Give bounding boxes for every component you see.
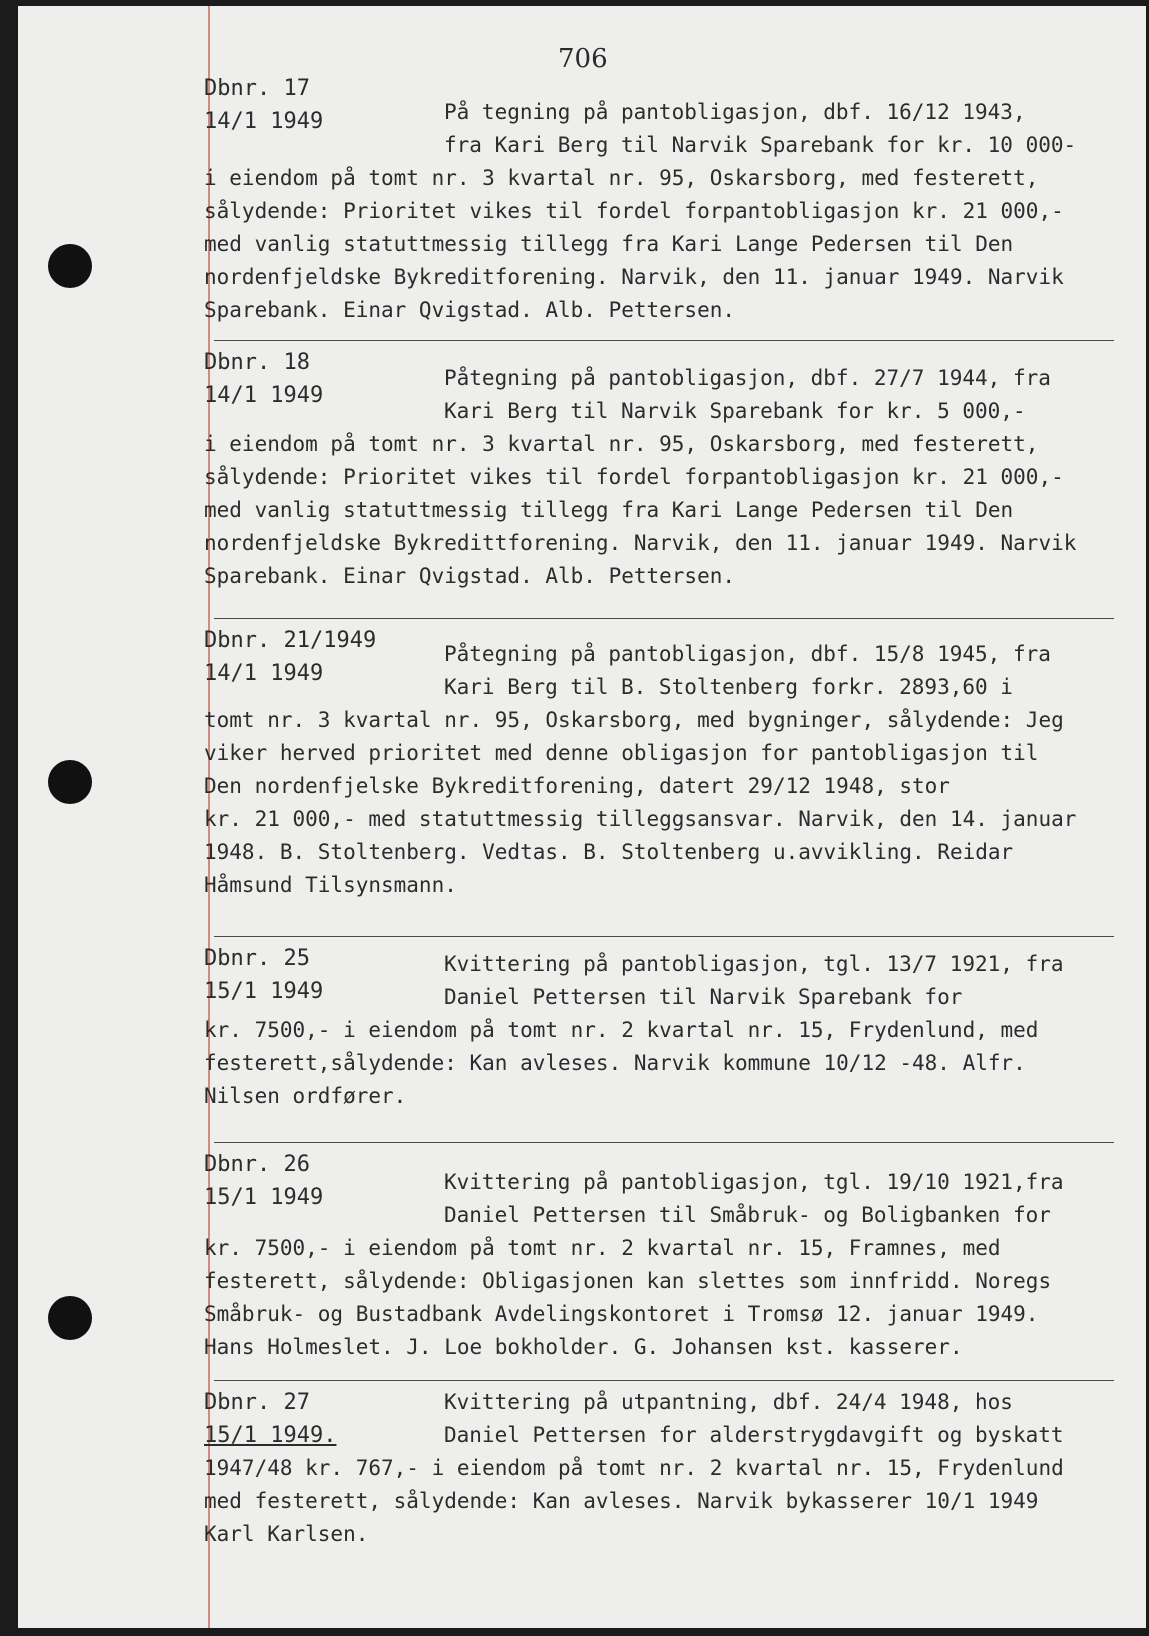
entry-text-line: nordenfjeldske Bykredittforening. Narvik, den 11. januar 1949. Narvik: [204, 531, 1077, 555]
entry-text-line: Kari Berg til Narvik Sparebank for kr. 5 000,-: [444, 399, 1026, 423]
entry-date: 14/1 1949: [204, 661, 324, 686]
entry-text-line: sålydende: Prioritet vikes til fordel forpantobligasjon kr. 21 000,-: [204, 465, 1064, 489]
entry-text-line: tomt nr. 3 kvartal nr. 95, Oskarsborg, med bygninger, sålydende: Jeg: [204, 708, 1064, 732]
entry-text-line: Karl Karlsen.: [204, 1522, 369, 1546]
entry-text-line: kr. 21 000,- med statuttmessig tilleggsansvar. Narvik, den 14. januar: [204, 807, 1077, 831]
entry-text-line: med festerett, sålydende: Kan avleses. Narvik bykasserer 10/1 1949: [204, 1489, 1039, 1513]
entry-text-line: Sparebank. Einar Qvigstad. Alb. Pettersen.: [204, 564, 736, 588]
entry-text-line: med vanlig statuttmessig tillegg fra Kari Lange Pedersen til Den: [204, 232, 1014, 256]
entry-date: 15/1 1949: [204, 1185, 324, 1210]
entry-dbnr: Dbnr. 25: [204, 946, 310, 971]
entry-text-line: Daniel Pettersen til Narvik Sparebank for: [444, 985, 963, 1009]
entry-date: 15/1 1949.: [204, 1423, 337, 1448]
entry-dbnr: Dbnr. 18: [204, 350, 310, 375]
punch-hole: [48, 760, 92, 804]
entry-text-line: Kari Berg til B. Stoltenberg forkr. 2893,60 i: [444, 675, 1013, 699]
entry-text-line: festerett,sålydende: Kan avleses. Narvik kommune 10/12 -48. Alfr.: [204, 1051, 1026, 1075]
entry-text-line: i eiendom på tomt nr. 3 kvartal nr. 95, Oskarsborg, med festerett,: [204, 166, 1039, 190]
entry-text-line: Kvittering på pantobligasjon, tgl. 19/10 1921,fra: [444, 1170, 1064, 1194]
entry-dbnr: Dbnr. 21/1949: [204, 628, 377, 653]
entry-divider: [214, 1142, 1114, 1143]
entry-text-line: viker herved prioritet med denne obligasjon for pantobligasjon til: [204, 741, 1039, 765]
entry-text-line: Sparebank. Einar Qvigstad. Alb. Pettersen.: [204, 298, 736, 322]
entry-text-line: fra Kari Berg til Narvik Sparebank for kr. 10 000-: [444, 133, 1077, 157]
entry-divider: [214, 1380, 1114, 1381]
entry-text-line: Påtegning på pantobligasjon, dbf. 15/8 1945, fra: [444, 642, 1051, 666]
entry-text-line: Daniel Pettersen til Småbruk- og Boligbanken for: [444, 1203, 1051, 1227]
page-number: 706: [558, 44, 608, 74]
entry-text-line: Kvittering på utpantning, dbf. 24/4 1948, hos: [444, 1390, 1013, 1414]
entry-text-line: 1948. B. Stoltenberg. Vedtas. B. Stoltenberg u.avvikling. Reidar: [204, 840, 1014, 864]
entry-text-line: 1947/48 kr. 767,- i eiendom på tomt nr. 2 kvartal nr. 15, Frydenlund: [204, 1456, 1064, 1480]
punch-hole: [48, 1296, 92, 1340]
entry-text-line: Kvittering på pantobligasjon, tgl. 13/7 1921, fra: [444, 952, 1064, 976]
entry-text-line: Nilsen ordfører.: [204, 1084, 407, 1108]
entry-text-line: nordenfjeldske Bykreditforening. Narvik, den 11. januar 1949. Narvik: [204, 265, 1064, 289]
entry-text-line: festerett, sålydende: Obligasjonen kan slettes som innfridd. Noregs: [204, 1269, 1052, 1293]
entry-text-line: På tegning på pantobligasjon, dbf. 16/12 1943,: [444, 100, 1026, 124]
entry-dbnr: Dbnr. 17: [204, 76, 310, 101]
entry-text-line: kr. 7500,- i eiendom på tomt nr. 2 kvartal nr. 15, Frydenlund, med: [204, 1018, 1039, 1042]
entry-text-line: Småbruk- og Bustadbank Avdelingskontoret i Tromsø 12. januar 1949.: [204, 1302, 1039, 1326]
ledger-page: [18, 6, 1146, 1628]
entry-dbnr: Dbnr. 26: [204, 1152, 310, 1177]
entry-date: 14/1 1949: [204, 109, 324, 134]
entry-text-line: sålydende: Prioritet vikes til fordel forpantobligasjon kr. 21 000,-: [204, 199, 1064, 223]
entry-divider: [214, 618, 1114, 619]
entry-divider: [214, 936, 1114, 937]
entry-text-line: Påtegning på pantobligasjon, dbf. 27/7 1944, fra: [444, 366, 1051, 390]
entry-text-line: med vanlig statuttmessig tillegg fra Kari Lange Pedersen til Den: [204, 498, 1014, 522]
entry-text-line: Den nordenfjelske Bykreditforening, datert 29/12 1948, stor: [204, 774, 950, 798]
entry-text-line: Daniel Pettersen for alderstrygdavgift og byskatt: [444, 1423, 1064, 1447]
entry-text-line: kr. 7500,- i eiendom på tomt nr. 2 kvartal nr. 15, Framnes, med: [204, 1236, 1001, 1260]
entry-text-line: i eiendom på tomt nr. 3 kvartal nr. 95, Oskarsborg, med festerett,: [204, 432, 1039, 456]
punch-hole: [48, 244, 92, 288]
entry-text-line: Hans Holmeslet. J. Loe bokholder. G. Johansen kst. kasserer.: [204, 1335, 963, 1359]
entry-text-line: Håmsund Tilsynsmann.: [204, 873, 457, 897]
entry-dbnr: Dbnr. 27: [204, 1390, 310, 1415]
entry-date: 14/1 1949: [204, 383, 324, 408]
entry-date: 15/1 1949: [204, 979, 324, 1004]
entry-divider: [214, 340, 1114, 341]
